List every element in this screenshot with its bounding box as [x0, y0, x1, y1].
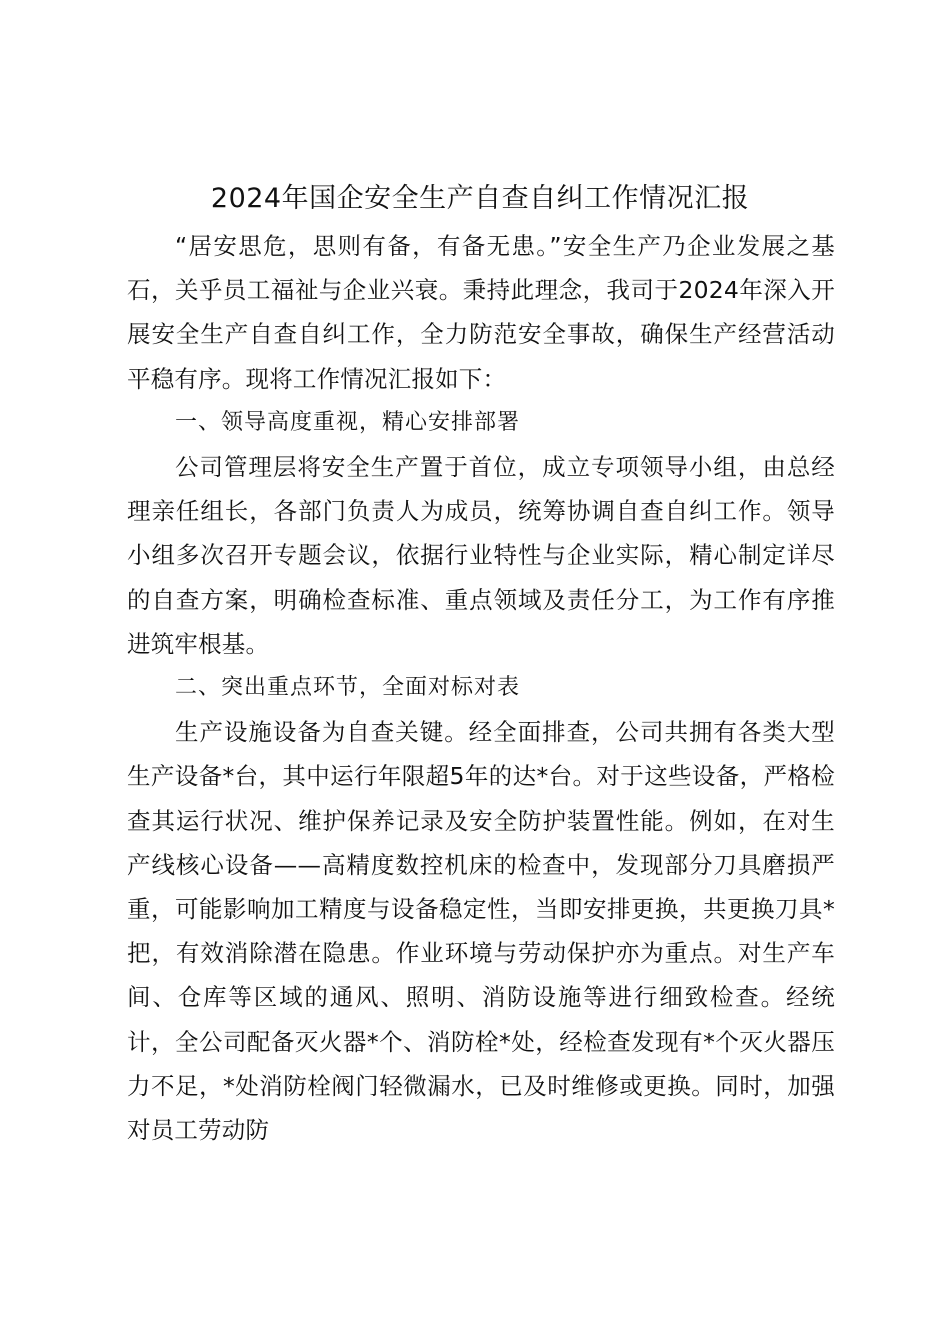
section-2-paragraph: 生产设施设备为自查关键。经全面排查，公司共拥有各类大型生产设备*台，其中运行年限超5年的达*台。对于这些设备，严格检查其运行状况、维护保养记录及安全防护装置性能。例如，在对生产线核心设备——高精度数控机床的检查中，发现部分刀具磨损严重，可能影响加工精度与设备稳定性，当即安排更换，共更换刀具*把，有效消除潜在隐患。作业环境与劳动保护亦为重点。对生产车间、仓库等区域的通风、照明、消防设施等进行细致检查。经统计，全公司配备灭火器*个、消防栓*处，经检查发现有*个灭火器压力不足，*处消防栓阀门轻微漏水，已及时维修或更换。同时，加强对员工劳动防: [127, 718, 835, 1145]
section-heading-2: 二、突出重点环节，全面对标对表: [175, 675, 521, 701]
section-1-paragraph: 公司管理层将安全生产置于首位，成立专项领导小组，由总经理亲任组长，各部门负责人为成员，统筹协调自查自纠工作。领导小组多次召开专题会议，依据行业特性与企业实际，精心制定详尽的自查方案，明确检查标准、重点领域及责任分工，为工作有序推进筑牢根基。: [127, 453, 835, 658]
document-body: [127, 224, 835, 1152]
section-heading-1: 一、领导高度重视，精心安排部署: [175, 409, 521, 435]
intro-paragraph: “居安思危，思则有备，有备无患。”安全生产乃企业发展之基石，关乎员工福祉与企业兴衰。秉持此理念，我司于2024年深入开展安全生产自查自纠工作，全力防范安全事故，确保生产经营活动平稳有序。现将工作情况汇报如下：: [127, 232, 835, 393]
document-title: 2024年国企安全生产自查自纠工作情况汇报: [210, 183, 750, 214]
